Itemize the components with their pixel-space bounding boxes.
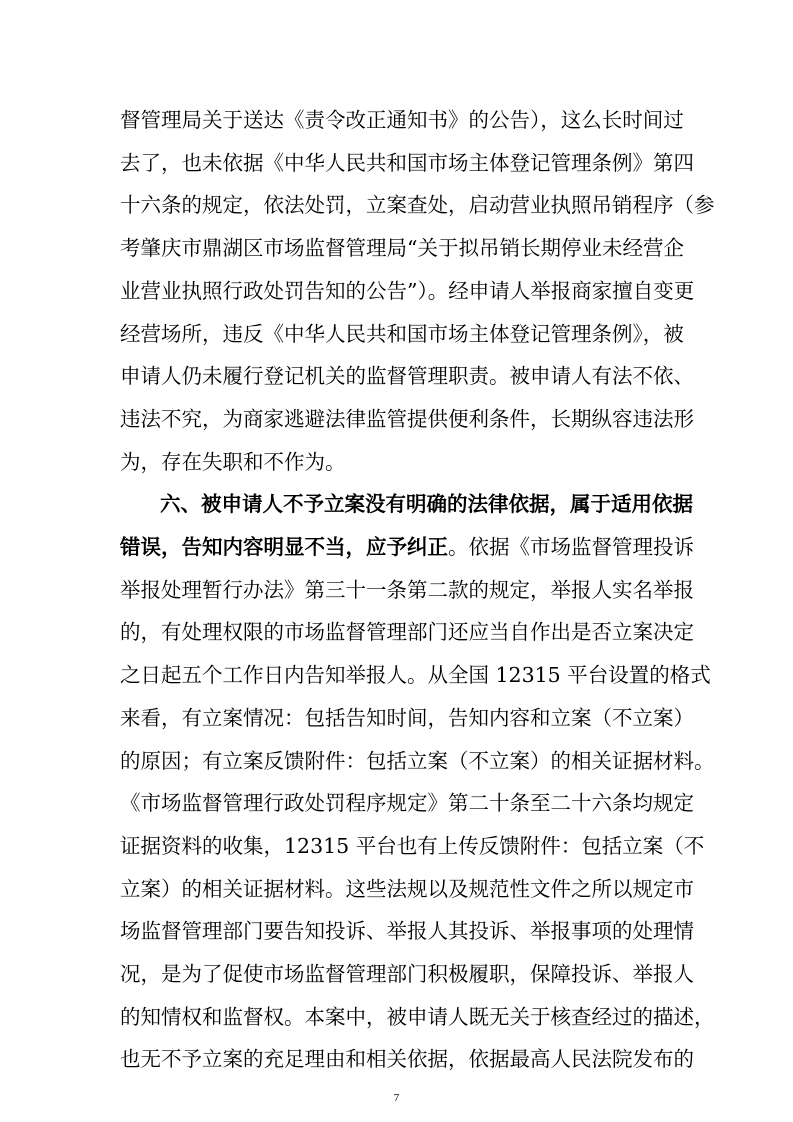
text-line: 之日起五个工作日内告知举报人。从全国 12315 平台设置的格式 [120, 663, 711, 688]
text-line: 也无不予立案的充足理由和相关依据，依据最高人民法院发布的 [120, 1047, 694, 1072]
text-line: 业营业执照行政处罚告知的公告”）。经申请人举报商家擅自变更 [120, 278, 695, 303]
text-line: 申请人仍未履行登记机关的监督管理职责。被申请人有法不依、 [120, 364, 694, 389]
text-line: 督管理局关于送达《责令改正通知书》的公告），这么长时间过 [120, 108, 684, 132]
text-line: 经营场所，违反《中华人民共和国市场主体登记管理条例》，被 [120, 321, 684, 346]
text-line: 况，是为了促使市场监督管理部门积极履职，保障投诉、举报人 [120, 962, 694, 986]
page-number: 7 [393, 1092, 400, 1104]
section-heading-line: 六、被申请人不予立案没有明确的法律依据，属于适用依据 [160, 492, 693, 517]
text-line: 场监督管理部门要告知投诉、举报人其投诉、举报事项的处理情 [120, 919, 694, 944]
text-line: 来看，有立案情况：包括告知时间，告知内容和立案（不立案） [120, 705, 694, 730]
text-line: 的，有处理权限的市场监督管理部门还应当自作出是否立案决定 [120, 620, 694, 645]
text-line: 违法不究，为商家逃避法律监管提供便利条件，长期纵容违法形 [120, 406, 694, 431]
section-heading-continuation: 错误，告知内容明显不当，应予纠正 [120, 535, 448, 559]
text-line: 的知情权和监督权。本案中，被申请人既无关于核查经过的描述， [120, 1004, 715, 1029]
text-line: 的原因；有立案反馈附件：包括立案（不立案）的相关证据材料。 [120, 748, 715, 773]
text-line: 为，存在失职和不作为。 [120, 449, 346, 474]
text-line: 去了，也未依据《中华人民共和国市场主体登记管理条例》第四 [120, 150, 694, 175]
text-line: 《市场监督管理行政处罚程序规定》第二十条至二十六条均规定 [120, 791, 694, 816]
text-line: 证据资料的收集，12315 平台也有上传反馈附件：包括立案（不 [120, 833, 705, 858]
text-line: 举报处理暂行办法》第三十一条第二款的规定，举报人实名举报 [120, 577, 694, 602]
text-line: 立案）的相关证据材料。这些法规以及规范性文件之所以规定市 [120, 876, 694, 901]
text-line: 考肇庆市鼎湖区市场监督管理局“关于拟吊销长期停业未经营企 [120, 236, 684, 261]
text-line: 十六条的规定，依法处罚，立案查处，启动营业执照吊销程序（参 [120, 193, 715, 218]
text-span: 。依据《市场监督管理投诉 [448, 535, 694, 559]
text-line-mixed [120, 530, 694, 564]
